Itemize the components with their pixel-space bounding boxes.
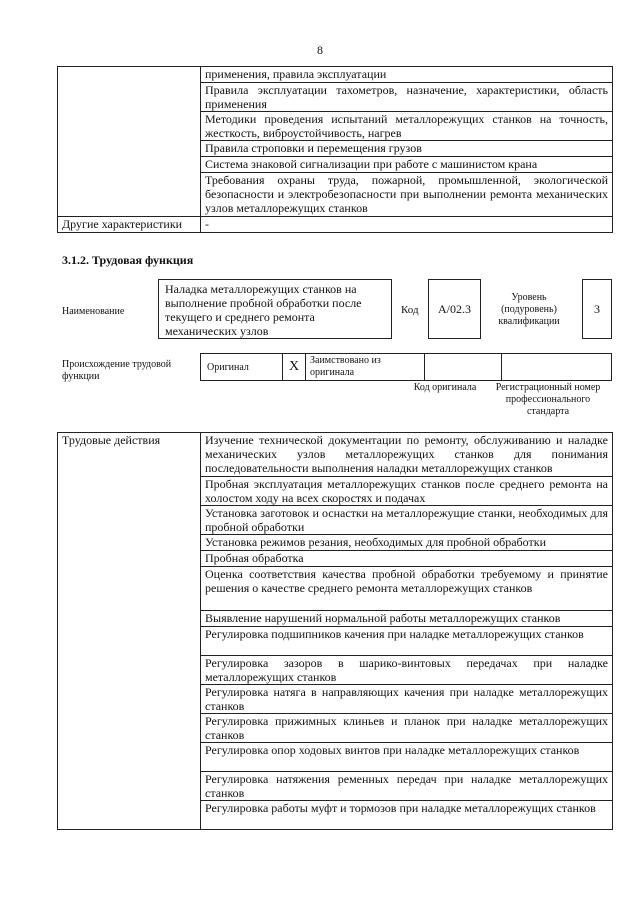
- labor-actions-table: [57, 432, 613, 830]
- other-characteristics-label: Другие характеристики: [58, 217, 201, 233]
- function-code-box: [428, 279, 481, 339]
- labor-action-item: Регулировка подшипников качения при наладке металлорежущих станков: [201, 627, 613, 656]
- code-label: Код: [401, 304, 419, 316]
- qualification-level-box: [582, 279, 612, 339]
- labor-action-item: Регулировка опор ходовых винтов при наладке металлорежущих станков: [201, 743, 613, 772]
- qualification-level-value: 3: [594, 301, 600, 316]
- knowledge-table-continuation: [57, 66, 613, 233]
- labor-action-item: Установка заготовок и оснастки на металлорежущие станки, необходимых для пробной обработки: [201, 506, 613, 535]
- section-title: 3.1.2. Трудовая функция: [62, 253, 194, 267]
- knowledge-row: Методики проведения испытаний металлорежущих станков на точность, жесткость, виброустойчивость, нагрев: [201, 112, 613, 141]
- name-label: Наименование: [62, 306, 125, 317]
- labor-actions-label: Трудовые действия: [58, 433, 201, 830]
- borrowed-label: Заимствовано из оригинала: [305, 354, 424, 380]
- function-name-box: [158, 279, 392, 339]
- function-name-value: Наладка металлорежущих станков на выполнение пробной обработки после текущего и среднего ремонта механических узлов: [165, 282, 362, 338]
- labor-action-item: Выявление нарушений нормальной работы металлорежущих станков: [201, 611, 613, 627]
- labor-action-item: Изучение технической документации по ремонту, обслуживанию и наладке механических узлов металлорежущих станков для понимания последовательности выполнения наладки металлорежущих станков: [201, 433, 613, 477]
- original-mark: X: [282, 354, 305, 380]
- origin-label: Происхождение трудовой функции: [62, 359, 172, 382]
- page-number: 8: [317, 43, 323, 57]
- knowledge-row: применения, правила эксплуатации: [201, 67, 613, 83]
- knowledge-row: Правила строповки и перемещения грузов: [201, 141, 613, 157]
- qualification-level-label: Уровень (подуровень) квалификации: [498, 292, 560, 327]
- labor-action-item: Установка режимов резания, необходимых для пробной обработки: [201, 535, 613, 551]
- labor-action-item: Регулировка работы муфт и тормозов при наладке металлорежущих станков: [201, 801, 613, 830]
- empty-label-cell: [58, 67, 201, 217]
- other-characteristics-value: -: [201, 217, 613, 233]
- registration-number-cell: [501, 354, 611, 380]
- labor-action-item: Регулировка зазоров в шарико-винтовых передачах при наладке металлорежущих станков: [201, 656, 613, 685]
- original-label: Оригинал: [207, 361, 249, 373]
- labor-action-item: Регулировка натяга в направляющих качения при наладке металлорежущих станков: [201, 685, 613, 714]
- knowledge-row: Правила эксплуатации тахометров, назначение, характеристики, область применения: [201, 83, 613, 112]
- knowledge-row: Требования охраны труда, пожарной, промышленной, экологической безопасности и электробезопасности при выполнении ремонта механических узлов металлорежущих станков: [201, 173, 613, 217]
- origin-row: [200, 353, 612, 381]
- labor-action-item: Пробная эксплуатация металлорежущих станков после среднего ремонта на холостом ходу на всех скоростях и подачах: [201, 477, 613, 506]
- function-code-value: A/02.3: [438, 301, 471, 316]
- registration-number-caption: Регистрационный номер профессионального стандарта: [495, 382, 601, 417]
- labor-action-item: Регулировка прижимных клиньев и планок при наладке металлорежущих станков: [201, 714, 613, 743]
- knowledge-row: Система знаковой сигнализации при работе с машинистом крана: [201, 157, 613, 173]
- original-code-caption: Код оригинала: [413, 382, 477, 393]
- labor-action-item: Оценка соответствия качества пробной обработки требуемому и принятие решения о качестве среднего ремонта металлорежущих станков: [201, 567, 613, 611]
- labor-action-item: Пробная обработка: [201, 551, 613, 567]
- labor-action-item: Регулировка натяжения ременных передач при наладке металлорежущих станков: [201, 772, 613, 801]
- original-code-cell: [424, 354, 501, 380]
